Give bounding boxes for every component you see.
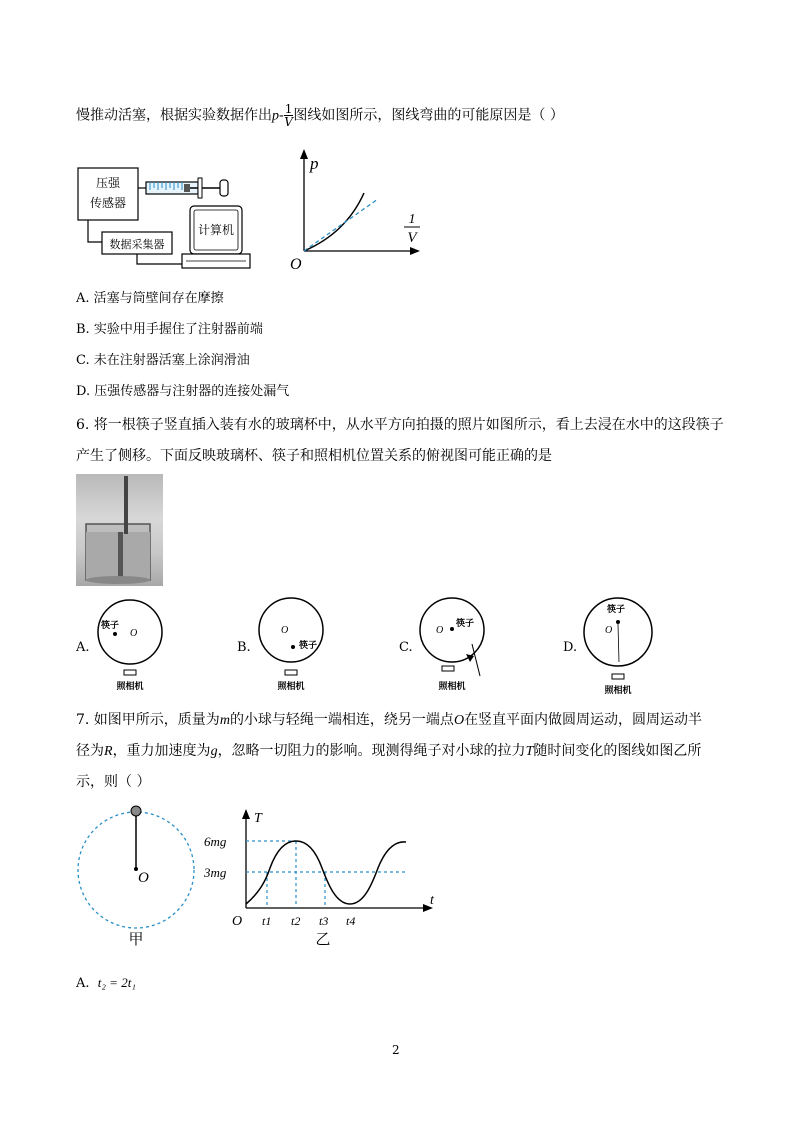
center-label: O (138, 870, 149, 886)
sensor-label-1: 压强 (95, 176, 121, 190)
q7-option-a: A. t₂ = 2t₁ (76, 975, 136, 991)
camera-label: 照相机 (277, 682, 305, 692)
x-tick-t2: t2 (291, 914, 301, 928)
computer-label: 计算机 (197, 223, 235, 237)
q5-stem: 慢推动活塞，根据实验数据作出p- $\frac{1}{V}$ 图线如图所示，图线弯曲的可能原因是（ ） (76, 102, 564, 129)
camera-icon (612, 674, 624, 679)
q6-option-b-letter: B. (237, 640, 251, 655)
center-label: O (605, 625, 613, 636)
q5-option-a: A. 活塞与筒壁间存在摩擦 (76, 291, 224, 306)
q6-stem-line-1: 6. 将一根筷子竖直插入装有水的玻璃杯中，从水平方向拍摄的照片如图所示，看上去浸在水中的这段筷子 (76, 417, 724, 433)
x-tick-t3: t3 (319, 914, 329, 928)
chopstick-label: 筷子 (101, 621, 120, 631)
q7-stem-line-2: 径为R，重力加速度为g，忽略一切阻力的影响。现测得绳子对小球的拉力T随时间变化的图线如图乙所 (76, 743, 702, 759)
figure-caption-jia: 甲 (128, 930, 144, 948)
center-label: O (130, 628, 138, 639)
camera-label: 照相机 (604, 686, 632, 696)
camera-icon (285, 670, 297, 675)
x-tick-t1: t1 (262, 914, 272, 928)
q6-option-c-diagram (414, 596, 490, 692)
chopstick-water-photo (76, 474, 163, 586)
collector-label: 数据采集器 (109, 238, 165, 251)
camera-label: 照相机 (116, 682, 144, 692)
q6-option-d-diagram (580, 596, 656, 696)
ball-icon (131, 806, 141, 816)
chopstick-label: 筷子 (299, 641, 318, 651)
chopstick-label: 筷子 (607, 605, 626, 615)
q5-pv-graph (284, 145, 424, 275)
graph-y-label: p (310, 154, 319, 173)
q6-option-c-letter: C. (399, 640, 413, 655)
q6-option-b-diagram (253, 596, 329, 692)
chopstick-label: 筷子 (456, 619, 475, 629)
computer-icon (182, 206, 250, 268)
q5-option-c: C. 未在注射器活塞上涂润滑油 (76, 353, 250, 368)
origin-label: O (232, 914, 243, 929)
syringe-icon (138, 178, 228, 198)
q6-option-a-letter: A. (76, 640, 90, 655)
q7-stem-line-3: 示，则（ ） (76, 774, 151, 790)
figure-caption-yi: 乙 (315, 930, 331, 948)
center-label: O (436, 625, 444, 636)
x-axis-label: t (430, 893, 434, 908)
q6-stem-line-2: 产生了侧移。下面反映玻璃杯、筷子和照相机位置关系的俯视图可能正确的是 (76, 448, 552, 464)
graph-x-den: V (407, 230, 417, 246)
pv-tangent-line (304, 199, 378, 251)
q5-option-b: B. 实验中用手握住了注射器前端 (76, 322, 263, 337)
q7-figure-jia (72, 800, 202, 950)
graph-origin: O (290, 256, 302, 273)
q5-option-d: D. 压强传感器与注射器的连接处漏气 (76, 384, 290, 399)
x-tick-t4: t4 (346, 914, 356, 928)
graph-x-num: 1 (408, 212, 416, 227)
sensor-label-2: 传感器 (89, 196, 127, 210)
y-tick-6mg: 6mg (204, 834, 227, 849)
q7-figure-yi (200, 800, 445, 950)
y-tick-3mg: 3mg (204, 865, 227, 880)
q6-option-d-letter: D. (563, 640, 578, 655)
camera-icon (124, 670, 136, 675)
q5-apparatus-diagram (74, 160, 254, 272)
y-axis-label: T (254, 811, 262, 826)
camera-icon (442, 666, 454, 671)
page-number: 2 (392, 1043, 400, 1057)
q7-stem-line-1: 7. 如图甲所示，质量为m的小球与轻绳一端相连，绕另一端点O在竖直平面内做圆周运动，圆周运动半 (76, 712, 703, 728)
camera-label: 照相机 (438, 682, 466, 692)
q6-option-a-diagram (92, 596, 168, 692)
pv-curve (304, 193, 364, 251)
center-label: O (281, 625, 289, 636)
q5-stem-fraction: $\frac{1}{V}$ (284, 102, 293, 129)
